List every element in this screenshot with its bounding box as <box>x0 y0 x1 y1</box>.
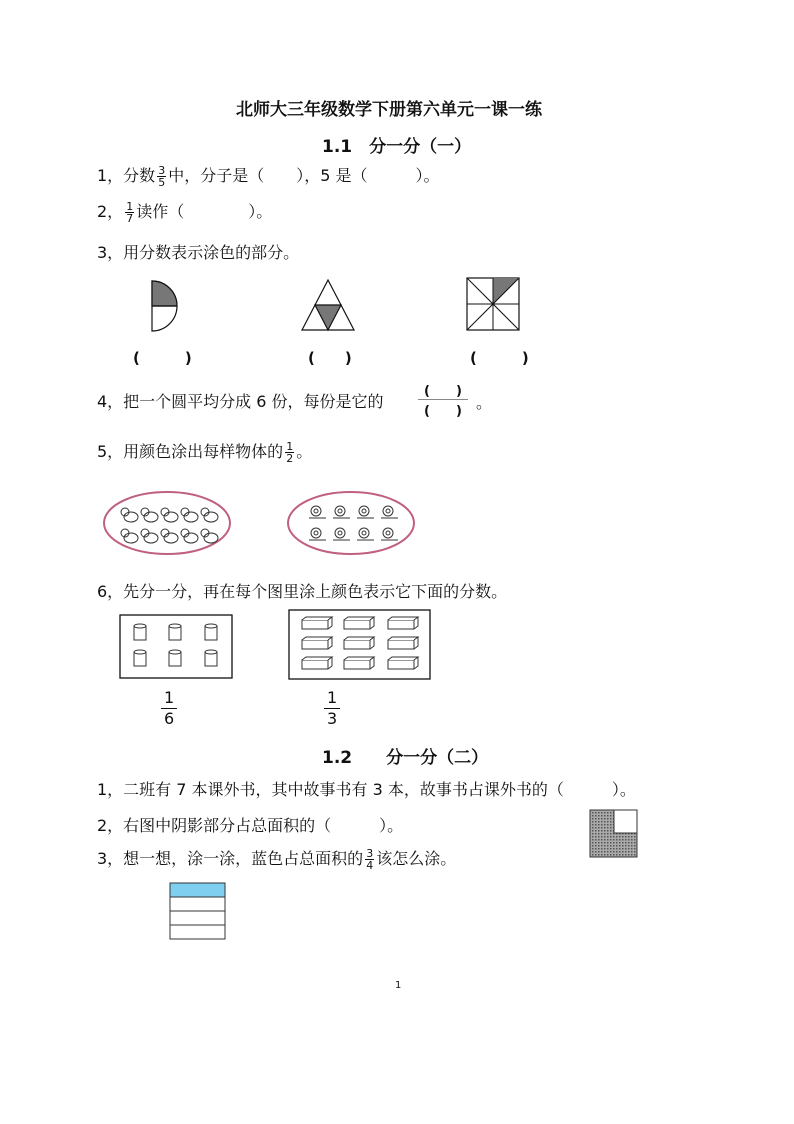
question-1-4: 4，把一个圆平均分成 6 份，每份是它的 <box>97 392 384 411</box>
section-heading-1: 1.1 分一分（一） <box>322 137 472 157</box>
section-heading-2: 1.2 分一分（二） <box>322 748 489 768</box>
fraction-label: 1 6 <box>161 688 177 729</box>
fraction: $\frac{3}{4}$ <box>366 847 374 872</box>
answer-blank[interactable]: ( ) <box>308 349 352 367</box>
question-2-1: 1，二班有 7 本课外书，其中故事书有 3 本，故事书占课外书的（ ）。 <box>97 780 636 799</box>
semicircle-figure <box>150 279 186 333</box>
fraction: $\frac{1}{7}$ <box>126 200 134 225</box>
fraction-blank[interactable]: ( ) ( ) <box>418 380 468 419</box>
square-figure <box>466 277 521 332</box>
snails-oval <box>286 490 418 558</box>
shaded-square-figure <box>589 809 639 859</box>
fraction: $\frac{1}{2}$ <box>286 440 294 465</box>
question-2-2: 2，右图中阴影部分占总面积的（ ）。 <box>97 816 404 835</box>
answer-blank[interactable]: ( ) <box>470 349 529 367</box>
fraction: $\frac{3}{5}$ <box>158 164 166 189</box>
period: 。 <box>476 393 493 412</box>
question-1-2: 2， $\frac{1}{7}$ 读作（ ）。 <box>97 200 273 225</box>
question-1-5: 5，用颜色涂出每样物体的 $\frac{1}{2}$ 。 <box>97 440 313 465</box>
page-title: 北师大三年级数学下册第六单元一课一练 <box>236 100 542 120</box>
fraction-label: 1 3 <box>324 688 340 729</box>
question-2-3: 3，想一想，涂一涂，蓝色占总面积的 $\frac{3}{4}$ 该怎么涂。 <box>97 847 457 872</box>
answer-blank[interactable]: ( ) <box>133 349 192 367</box>
triangle-figure <box>300 278 356 332</box>
chicks-oval <box>102 490 234 558</box>
question-1-6: 6，先分一分，再在每个图里涂上颜色表示它下面的分数。 <box>97 582 508 601</box>
color-bar-figure <box>169 882 227 940</box>
page-number: 1 <box>395 980 402 991</box>
boxes-box <box>288 609 431 681</box>
question-1-3: 3，用分数表示涂色的部分。 <box>97 243 300 262</box>
cylinders-box <box>119 614 234 680</box>
question-1-1: 1，分数 $\frac{3}{5}$ 中，分子是（ ），5 是（ ）。 <box>97 164 440 189</box>
